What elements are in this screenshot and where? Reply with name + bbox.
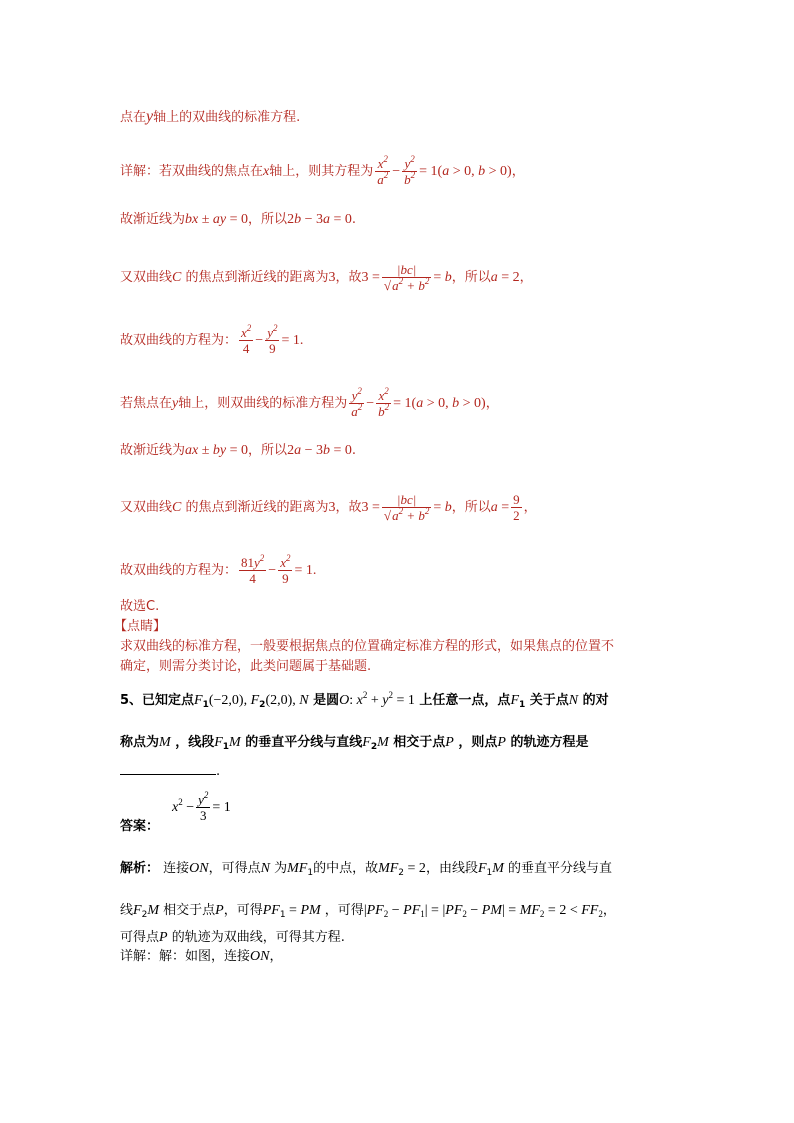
tip-header: 【点睛】 xyxy=(114,619,167,634)
tip-line-1: 求双曲线的标准方程，一般要根据焦点的位置确定标准方程的形式，如果焦点的位置不 xyxy=(120,639,615,654)
question-5-line-1: 5、已知定点$F_1(-2,0)$, $F_2(2,0)$, N 是圆O: $x^2 + y^2 = 1$ 上任意一点，点$F_1$ 关于点N 的对 xyxy=(120,690,609,710)
equation-line-2: 故双曲线的方程为： $\frac{81y^2}{4}$ − $\frac{x^2}{9}$ = 1. xyxy=(120,553,317,586)
answer-equation: $x^2$ − $\frac{y^2}{3}$ = 1 xyxy=(172,790,231,823)
distance-line-2: 又双曲线C 的焦点到渐近线的距离为3，故3 = $\frac{|bc|}{√a^2 + b^2}$ = b，所以a = $\frac{9}{2}$ ， xyxy=(120,492,537,523)
choose-line: 故选C. xyxy=(120,599,160,614)
analysis-line-3: 可得点P 的轨迹为双曲线，可得其方程. xyxy=(120,930,345,945)
answer-label: 答案： xyxy=(120,819,160,834)
detail-line-2: 详解：解：如图，连接ON， xyxy=(120,949,283,964)
detail-line: 详解：若双曲线的焦点在x轴上，则其方程为 $\frac{x^2}{a^2}$ − $\frac{y^2}{b^2}$ = 1(a > 0, b > 0)， xyxy=(120,154,525,187)
tip-line-2: 确定，则需分类讨论，此类问题属于基础题. xyxy=(120,659,372,674)
distance-line-1: 又双曲线C 的焦点到渐近线的距离为3，故3 = $\frac{|bc|}{√a^2 + b^2}$ = b，所以a = 2， xyxy=(120,262,533,293)
analysis-line-2: 线$F_2M$ 相交于点P，可得$PF_1$ = PM ，可得$|PF_2 - PF_1| = |PF_2 - PM| = MF_2 = 2 < FF_2$， xyxy=(120,903,616,920)
answer-blank: . xyxy=(120,762,220,781)
asymptote-line-1: 故渐近线为bx ± ay = 0，所以2b − 3a = 0. xyxy=(120,212,357,227)
intro-line: 点在y轴上的双曲线的标准方程. xyxy=(120,108,301,125)
asymptote-line-2: 故渐近线为ax ± by = 0，所以2a − 3b = 0. xyxy=(120,443,357,458)
case2-line: 若焦点在y轴上，则双曲线的标准方程为 $\frac{y^2}{a^2}$ − $\frac{x^2}{b^2}$ = 1(a > 0, b > 0)， xyxy=(120,386,499,419)
analysis-line-1: 解析： 连接ON，可得点N 为$MF_1$的中点，故$MF_2 = 2$，由线段$F_1M$ 的垂直平分线与直 xyxy=(120,861,613,878)
equation-line-1: 故双曲线的方程为： $\frac{x^2}{4}$ − $\frac{y^2}{9}$ = 1. xyxy=(120,323,304,356)
question-5-line-2: 称点为M ，线段$F_1M$ 的垂直平分线与直线$F_2M$ 相交于点P ，则点P 的轨迹方程是 xyxy=(120,735,589,752)
